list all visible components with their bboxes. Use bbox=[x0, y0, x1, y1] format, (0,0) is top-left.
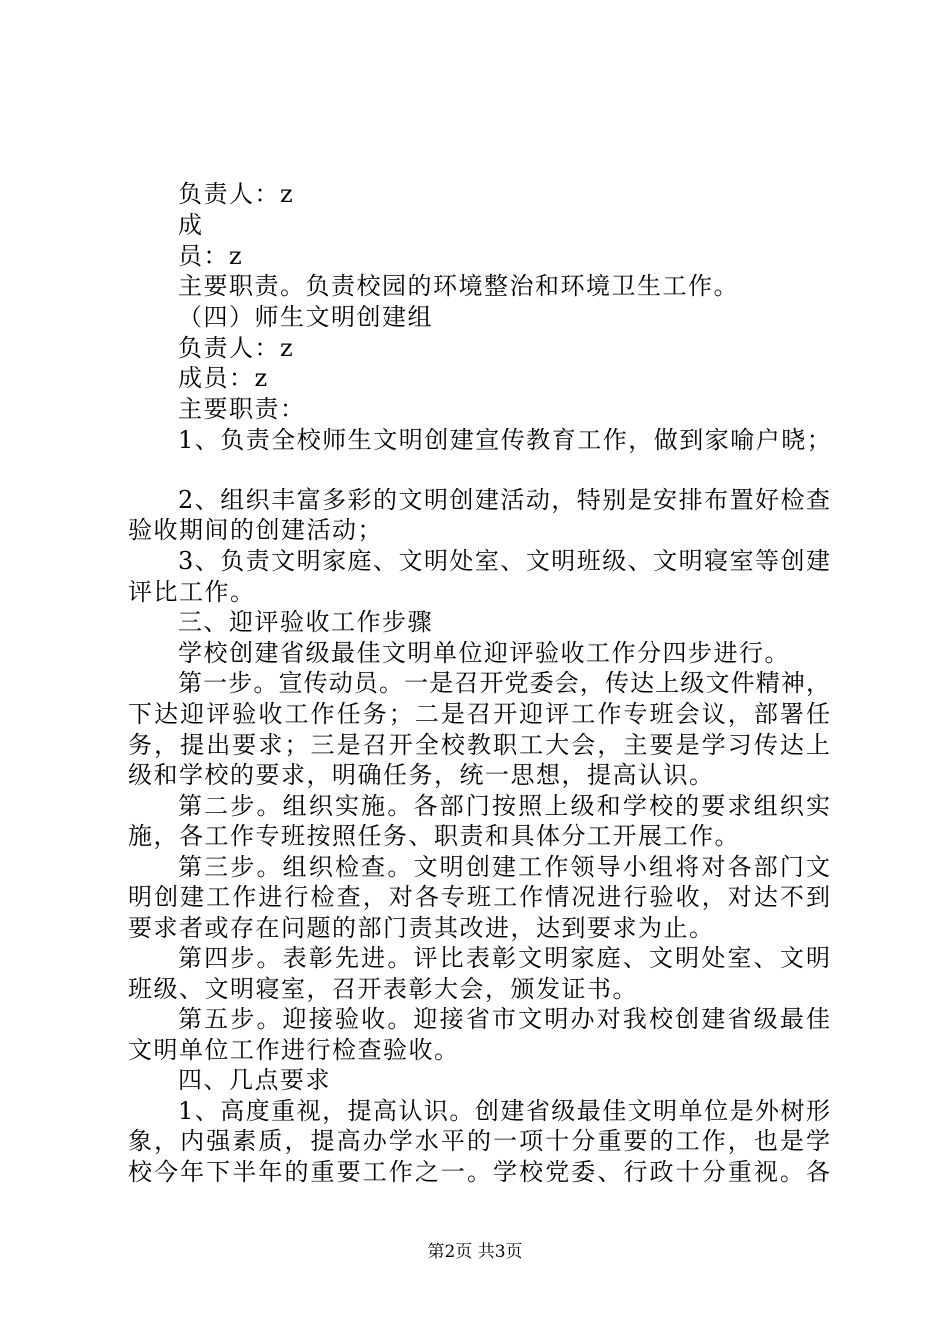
text-line: 校今年下半年的重要工作之一。学校党委、行政十分重视。各 bbox=[128, 1158, 830, 1186]
section-heading: （四）师生文明创建组 bbox=[178, 303, 433, 331]
text-line: 主要职责。负责校园的环境整治和环境卫生工作。 bbox=[178, 272, 739, 300]
text-line: 第四步。表彰先进。评比表彰文明家庭、文明处室、文明 bbox=[178, 944, 830, 972]
text-line: 级和学校的要求，明确任务，统一思想，提高认识。 bbox=[128, 761, 715, 789]
text-line: 成员：z bbox=[178, 364, 269, 392]
text-line: 1、负责全校师生文明创建宣传教育工作，做到家喻户晓； bbox=[178, 426, 833, 454]
text-line: 员：z bbox=[178, 242, 244, 270]
text-line: 1、高度重视，提高认识。创建省级最佳文明单位是外树形 bbox=[178, 1097, 830, 1125]
text-line: 要求者或存在问题的部门责其改进，达到要求为止。 bbox=[128, 914, 715, 942]
text-line: 务，提出要求；三是召开全校教职工大会，主要是学习传达上 bbox=[128, 731, 830, 759]
text-line: 负责人：z bbox=[178, 334, 295, 362]
text-line: 班级、文明寝室，召开表彰大会，颁发证书。 bbox=[128, 975, 638, 1003]
text-line: 2、组织丰富多彩的文明创建活动，特别是安排布置好检查 bbox=[178, 486, 830, 514]
text-line: 第二步。组织实施。各部门按照上级和学校的要求组织实 bbox=[178, 792, 830, 820]
text-line: 验收期间的创建活动； bbox=[128, 516, 383, 544]
text-line: 评比工作。 bbox=[128, 578, 256, 606]
text-line: 文明单位工作进行检查验收。 bbox=[128, 1036, 460, 1064]
text-line: 学校创建省级最佳文明单位迎评验收工作分四步进行。 bbox=[178, 639, 790, 667]
page-number-footer: 第2页 共3页 bbox=[427, 1242, 523, 1262]
section-heading: 三、迎评验收工作步骤 bbox=[178, 608, 433, 636]
section-heading: 四、几点要求 bbox=[178, 1066, 331, 1094]
text-line: 主要职责： bbox=[178, 395, 306, 423]
text-line: 施，各工作专班按照任务、职责和具体分工开展工作。 bbox=[128, 822, 740, 850]
text-line: 3、负责文明家庭、文明处室、文明班级、文明寝室等创建 bbox=[178, 547, 830, 575]
text-line: 第一步。宣传动员。一是召开党委会，传达上级文件精神， bbox=[178, 669, 830, 697]
text-line: 成 bbox=[178, 211, 204, 239]
text-line: 下达迎评验收工作任务；二是召开迎评工作专班会议，部署任 bbox=[128, 700, 830, 728]
text-line: 负责人：z bbox=[178, 180, 295, 208]
text-line: 第五步。迎接验收。迎接省市文明办对我校创建省级最佳 bbox=[178, 1005, 830, 1033]
text-line: 第三步。组织检查。文明创建工作领导小组将对各部门文 bbox=[178, 853, 830, 881]
text-line: 象，内强素质，提高办学水平的一项十分重要的工作，也是学 bbox=[128, 1127, 830, 1155]
text-line: 明创建工作进行检查，对各专班工作情况进行验收，对达不到 bbox=[128, 883, 830, 911]
